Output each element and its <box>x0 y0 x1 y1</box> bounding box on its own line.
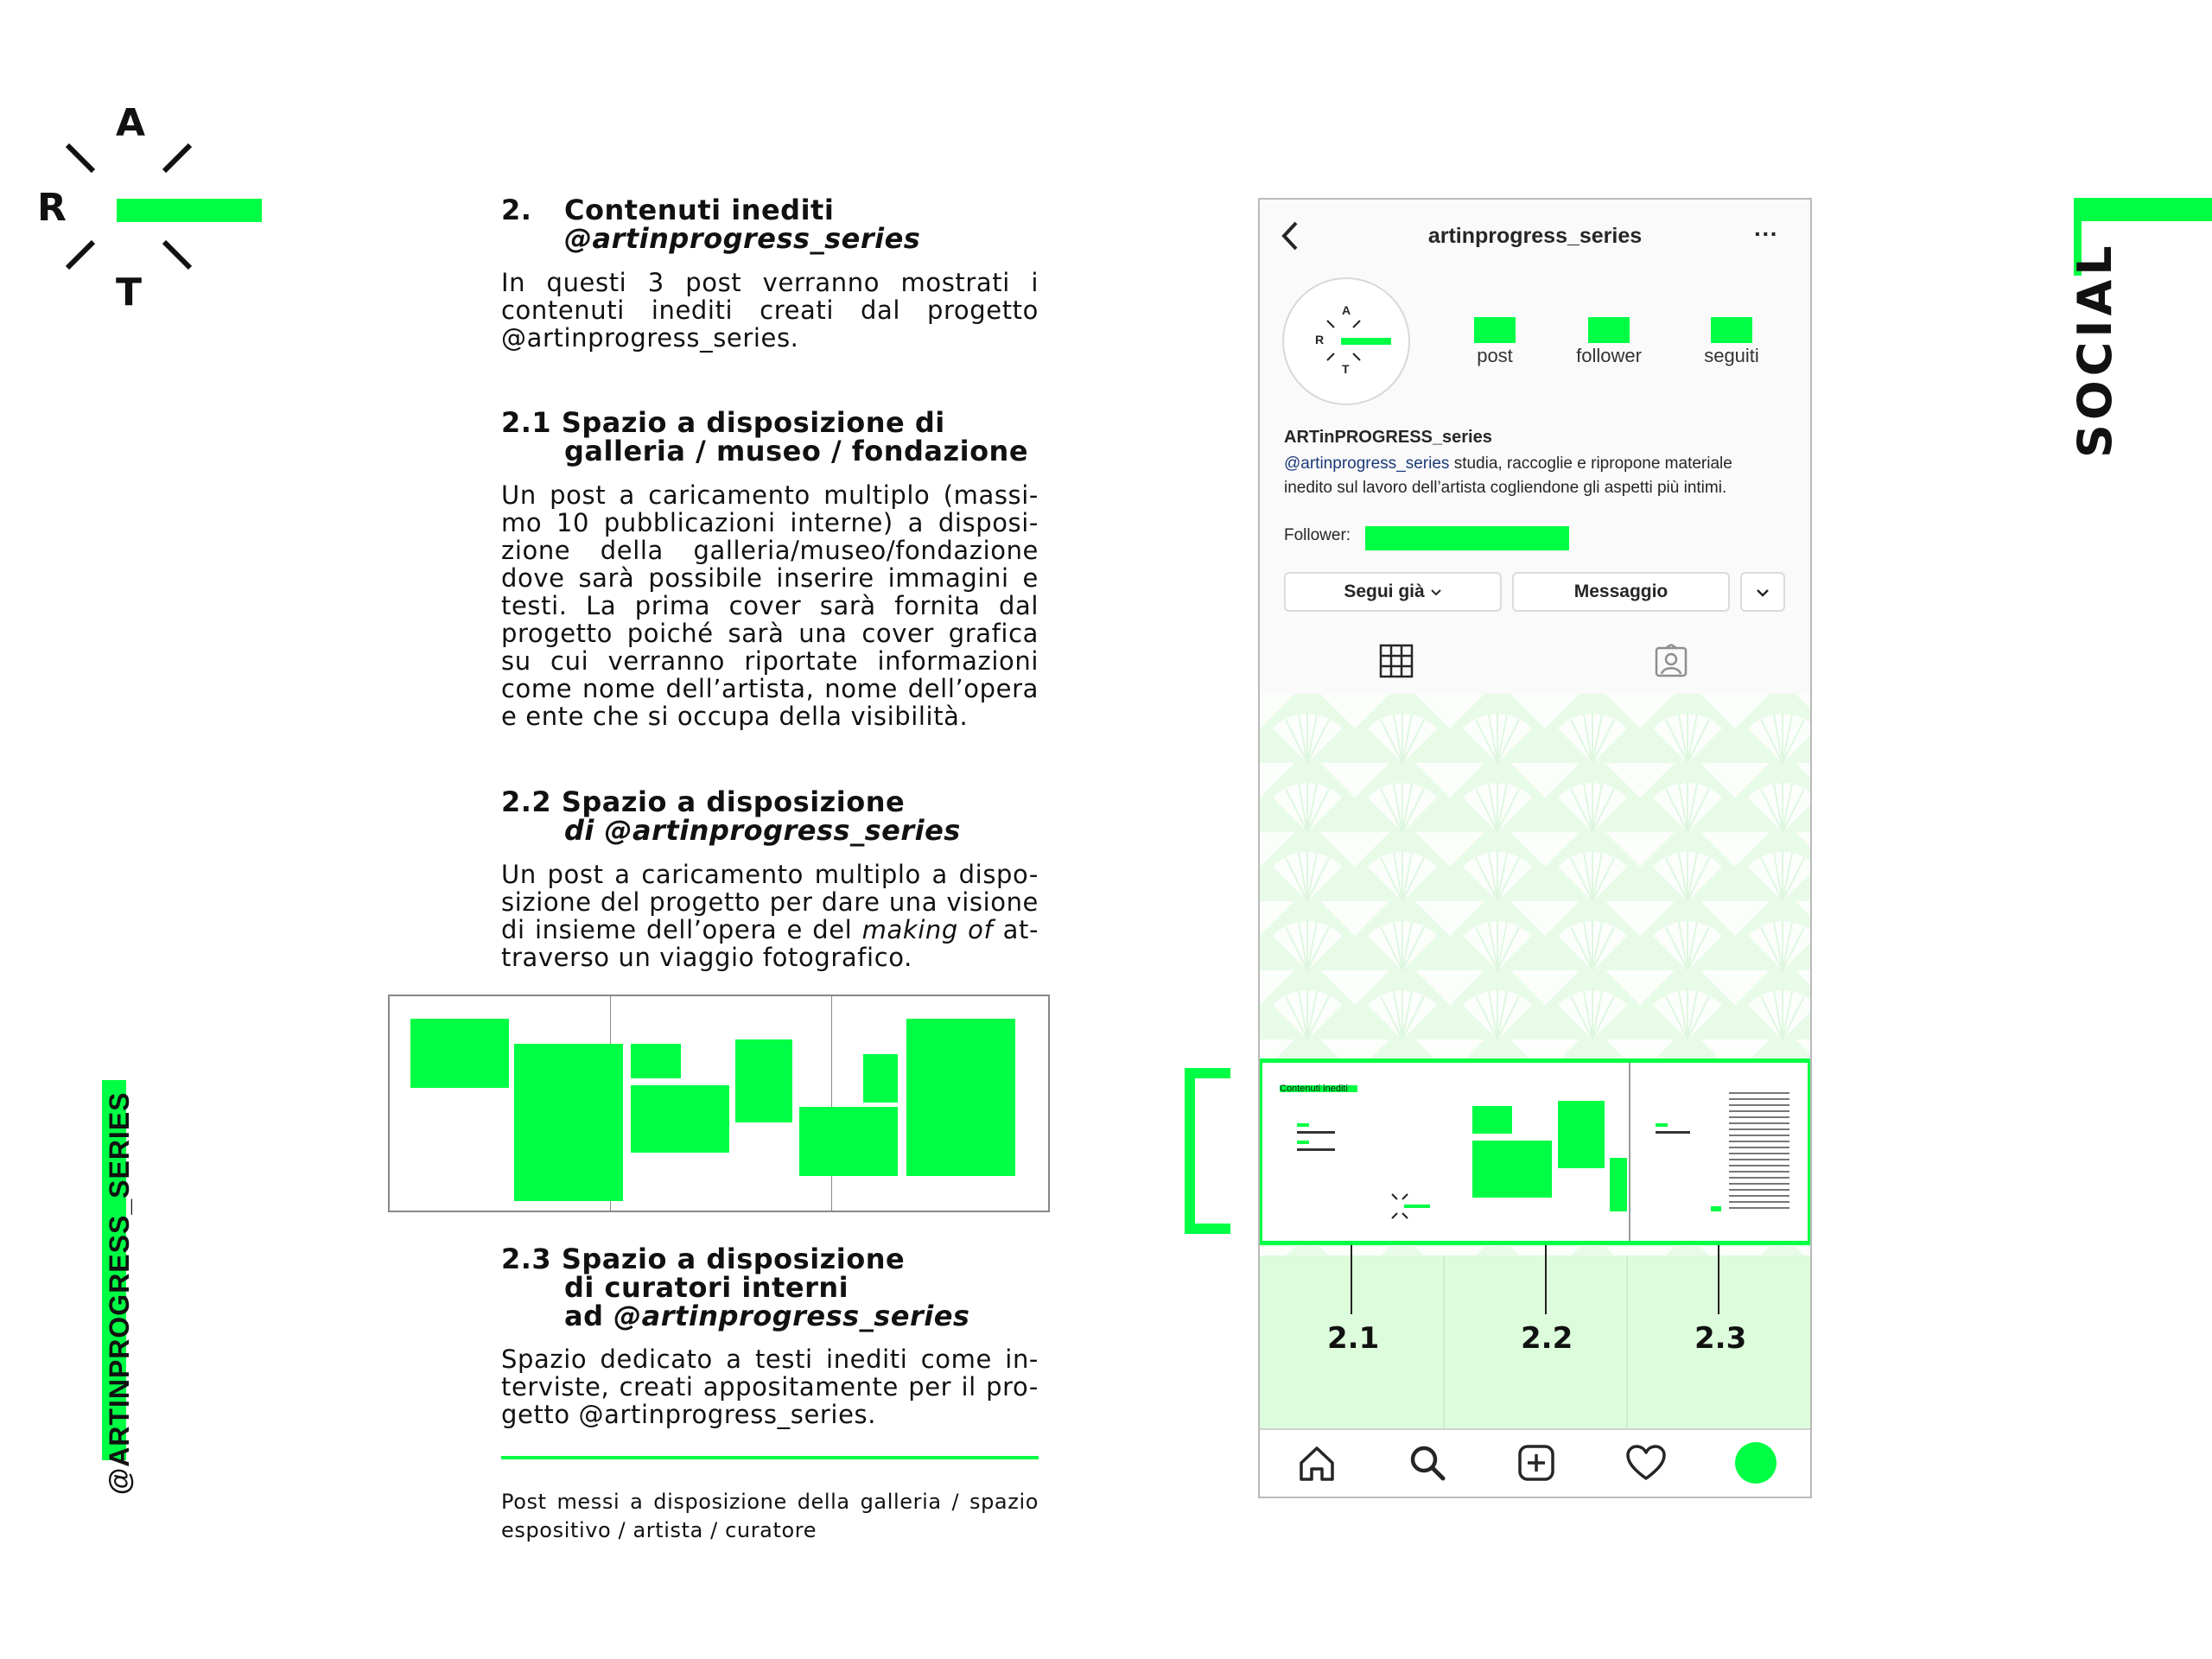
mini-logo-icon <box>1383 1189 1435 1232</box>
suggested-dropdown-button[interactable] <box>1740 572 1785 612</box>
bottom-nav <box>1260 1428 1810 1498</box>
profile-avatar-icon[interactable] <box>1735 1442 1777 1484</box>
logo-green-bar <box>117 199 262 222</box>
stat-follower-label[interactable]: follower <box>1576 345 1642 366</box>
avatar <box>1282 277 1410 405</box>
logo-letter-r: R <box>37 186 67 230</box>
following-button-label: Segui già <box>1344 582 1425 601</box>
avatar-logo-a: A <box>1342 303 1351 317</box>
callout-2-2: 2.2 <box>1521 1321 1573 1356</box>
mini-image-block <box>1472 1106 1512 1134</box>
mini-image-block <box>1610 1158 1627 1211</box>
heading-2-1-line1: 2.1 Spazio a disposizione di <box>501 406 945 439</box>
chevron-down-icon <box>1756 582 1770 602</box>
heading-2-2-line1: 2.2 Spazio a disposizione <box>501 785 906 818</box>
avatar-logo-r: R <box>1315 333 1325 346</box>
stat-seguiti-value <box>1711 317 1752 343</box>
mini-green-mark <box>1711 1206 1721 1211</box>
message-button[interactable] <box>1512 572 1730 612</box>
mini-image-block <box>1558 1101 1605 1168</box>
mini-text-line <box>1656 1131 1690 1134</box>
mini-post-title: Contenuti inediti <box>1280 1084 1348 1094</box>
heading-2-3-line1: 2.3 Spazio a disposizione <box>501 1243 906 1275</box>
mini-text-line <box>1297 1148 1335 1151</box>
new-post-icon[interactable] <box>1517 1444 1555 1485</box>
bio-text: studia, raccoglie e ripropone materiale inedito sul lavoro dell’artista cogliendone gli aspetti più intimi. <box>1284 454 1732 497</box>
callout-line <box>1718 1245 1719 1314</box>
grid-tab-icon[interactable] <box>1379 644 1414 682</box>
following-button[interactable] <box>1284 572 1502 612</box>
stat-seguiti-label[interactable]: seguiti <box>1704 345 1759 366</box>
footnote: Post messi a disposizione della galleria / spazio espositivo / artista / curatore <box>501 1490 1039 1542</box>
logo-letter-t: T <box>116 270 143 315</box>
paragraph-2-1: Un post a caricamento multiplo (massi-mo 10 pubblicazioni interne) a disposi-zione della galleria/museo/fondazione dove sarà possibile inserire immagini e testi. La prima cover sarà fornita dal progetto poiché sarà una cover grafica su cui verranno riportate informazioni come nome dell’artista, nome dell’opera e ente che si occupa della visibilità. <box>501 480 1039 731</box>
heading-2-1-line2: galleria / museo / fondazione <box>564 435 1029 467</box>
mini-image-block <box>1472 1141 1552 1198</box>
heading-2-3-line2: di curatori interni <box>564 1271 849 1304</box>
mini-green-mark <box>1656 1123 1668 1127</box>
carousel-image-block <box>906 1019 1015 1176</box>
carousel-divider <box>831 996 832 1211</box>
section-title-social: SOCIAL <box>2068 241 2122 458</box>
carousel-image-block <box>799 1107 898 1176</box>
paragraph-2-3: Spazio dedicato a testi inediti come in-terviste, creati appositamente per il pro-getto @artinprogress_series. <box>501 1344 1039 1429</box>
heading-2-3-line3a: ad <box>564 1300 614 1332</box>
heading-2-3 <box>501 1245 1039 1331</box>
carousel-image-block <box>735 1039 792 1122</box>
chevron-down-icon <box>1430 582 1442 602</box>
stat-follower-value <box>1588 317 1630 343</box>
paragraph-2-2 <box>501 861 1039 971</box>
footnote-divider <box>501 1456 1039 1459</box>
intro-paragraph: In questi 3 post verranno mostrati i contenuti inediti creati dal progetto @artinprogress_series. <box>501 268 1039 353</box>
bracket-top <box>1185 1068 1230 1078</box>
carousel-image-block <box>863 1054 898 1103</box>
carousel-image-block <box>410 1019 509 1088</box>
heading-line2: @artinprogress_series <box>564 222 921 255</box>
post-divider <box>1629 1063 1630 1241</box>
callout-line <box>1351 1245 1352 1314</box>
mini-green-mark <box>1297 1123 1309 1127</box>
profile-username: artinprogress_series <box>1427 224 1643 248</box>
carousel-image-block <box>631 1085 729 1153</box>
art-logo <box>35 95 276 320</box>
avatar-logo-strokes <box>1284 279 1412 407</box>
heading-2-2-line2: di @artinprogress_series <box>564 814 961 847</box>
bio-handle-link[interactable]: @artinprogress_series <box>1284 454 1450 473</box>
social-tab-bar <box>2074 198 2212 221</box>
mini-green-mark <box>1297 1141 1309 1144</box>
mini-text-line <box>1297 1131 1335 1134</box>
paragraph-2-2-em: making of <box>861 915 994 944</box>
carousel-image-block <box>631 1044 681 1078</box>
profile-name: ARTinPROGRESS_series <box>1284 428 1492 447</box>
heading-contenuti <box>501 196 1039 253</box>
bracket-vertical <box>1185 1068 1195 1234</box>
carousel-diagram <box>388 995 1050 1212</box>
grid-lower-area <box>1260 1255 1810 1439</box>
heading-2-3-line3b: @artinprogress_series <box>613 1300 970 1332</box>
heading-line1: Contenuti inediti <box>564 194 835 226</box>
followers-label: Follower: <box>1284 526 1351 544</box>
avatar-logo-t: T <box>1342 362 1350 376</box>
callout-line <box>1545 1245 1547 1314</box>
heading-2-1 <box>501 406 1039 467</box>
heading-2-2 <box>501 785 1039 847</box>
stat-post-label[interactable]: post <box>1477 345 1513 366</box>
heading-number: 2. <box>501 194 532 226</box>
callout-2-1: 2.1 <box>1327 1321 1380 1356</box>
paragraph-2-2-a: Un post a caricamento multiplo a dispo-sizione del progetto per dare una visione di insieme dell’opera e del <box>501 860 1039 944</box>
more-options-icon[interactable]: ··· <box>1754 220 1778 247</box>
callout-2-3: 2.3 <box>1694 1321 1747 1356</box>
home-icon[interactable] <box>1298 1444 1336 1485</box>
stat-post-value <box>1474 317 1516 343</box>
bracket-bottom <box>1185 1224 1230 1234</box>
tagged-tab-icon[interactable] <box>1654 644 1688 682</box>
search-icon[interactable] <box>1408 1444 1446 1485</box>
message-button-label: Messaggio <box>1573 582 1669 601</box>
mini-text-column <box>1729 1092 1789 1213</box>
grid-divider <box>1443 1255 1445 1439</box>
highlighted-posts-row <box>1258 1058 1812 1245</box>
heart-icon[interactable] <box>1626 1444 1666 1485</box>
followers-value <box>1365 526 1569 550</box>
profile-bio <box>1284 452 1751 500</box>
logo-letter-a: A <box>116 101 146 145</box>
carousel-image-block <box>514 1044 623 1201</box>
grid-divider <box>1626 1255 1628 1439</box>
instagram-phone-mockup <box>1258 198 1812 1498</box>
paragraph-2-2-b: at-traverso un viaggio fotografico. <box>501 915 1039 972</box>
side-label: @ARTINPROGRESS_SERIES <box>104 1091 135 1495</box>
